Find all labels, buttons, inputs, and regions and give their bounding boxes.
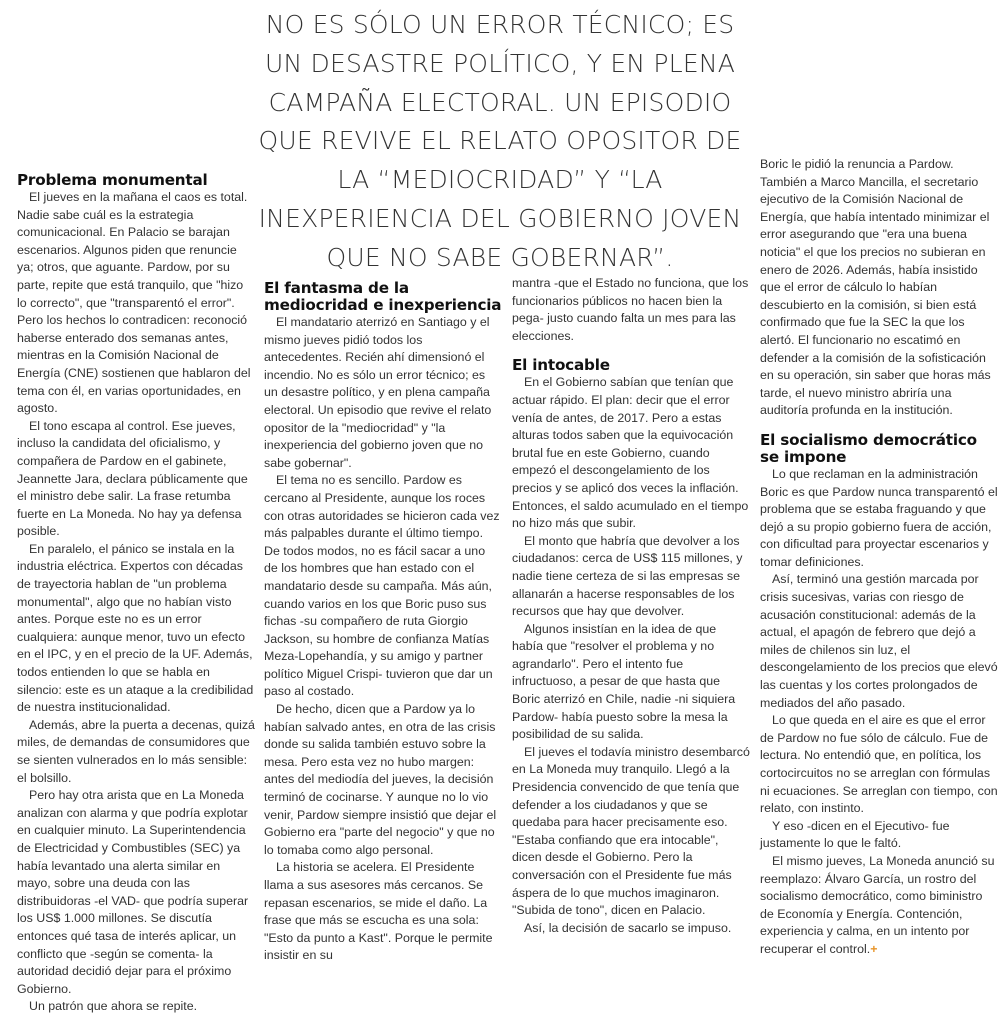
paragraph: El jueves el todavía ministro desembarcó en La Moneda muy tranquilo. Llegó a la Presidencia convencido de que tenía que defender a los ciudadanos y que se quedaba para hacer precisamente eso. "Estaba confiando que era intocable", dicen desde el Gobierno. Pero la conversación con el Presidente fue más áspera de lo que muchos imaginaron. "Subida de tono", dicen en Palacio. bbox=[512, 744, 750, 918]
paragraph-final bbox=[760, 853, 998, 959]
paragraph: Así, terminó una gestión marcada por crisis sucesivas, varias con riesgo de acusación constitucional: además de la actual, el apagón de febrero que dejó a miles de chilenos sin luz, el descongelamiento de los precios que elevó las cuentas y los cortes prolongados de mediados del año pasado. bbox=[760, 572, 998, 710]
paragraph: El tema no es sencillo. Pardow es cercano al Presidente, aunque los roces con otras autoridades se hicieron cada vez más palpables durante el último tiempo. De todos modos, no es fácil sacar a uno de los hombres que han estado con el mandatario desde su campaña. Más aún, cuando varios en los que Boric puso sus fichas -su compañero de ruta Giorgio Jackson, su hombre de confianza Matías Meza-Lopehandía, y su amigo y partner político Miguel Crispi- tuvieron que dar un paso al costado. bbox=[264, 473, 500, 699]
article-column-2 bbox=[264, 280, 502, 965]
paragraph: Así, la decisión de sacarlo se impuso. bbox=[524, 920, 732, 935]
paragraph: Además, abre la puerta a decenas, quizá miles, de demandas de consumidores que se sienten vulnerados en lo más sensible: el bolsillo. bbox=[17, 717, 255, 785]
section-heading-problema-monumental: Problema monumental bbox=[17, 171, 208, 189]
paragraph: El monto que habría que devolver a los ciudadanos: cerca de US$ 115 millones, y nadie tiene certeza de si las empresas se allanarán a hacerse responsables de los recursos que hay que devolver. bbox=[512, 533, 743, 619]
paragraph: Pero hay otra arista que en La Moneda analizan con alarma y que podría explotar en cualquier minuto. La Superintendencia de Electricidad y Combustibles (SEC) ya había levantado una alerta similar en mayo, sobre una deuda con las distribuidoras -el VAD- que podría superar los US$ 1.000 millones. Se discutía entonces qué tasa de interés aplicar, un conflicto que -según se comenta- la autoridad decidió dejar para el próximo Gobierno. bbox=[17, 788, 249, 996]
paragraph: De hecho, dicen que a Pardow ya lo habían salvado antes, en otra de las crisis donde su salida también estuvo sobre la mesa. Pero esta vez no hubo margen: antes del mediodía del jueves, la decisión terminó de cocinarse. Y aunque no lo vio venir, Pardow siempre insistió que dejar el Gobierno era "parte del negocio" y que no lo tomaba como algo personal. bbox=[264, 702, 497, 857]
section-heading-fantasma: El fantasma de la mediocridad e inexperiencia bbox=[264, 279, 502, 314]
paragraph: El mandatario aterrizó en Santiago y el mismo jueves pidió todos los antecedentes. Recién ahí dimensionó el incendio. No es sólo un error técnico; es un desastre político, y en plena campaña electoral. Un episodio que revive el relato opositor de la "mediocridad" y "la inexperiencia del gobierno joven que no sabe gobernar". bbox=[264, 315, 492, 470]
paragraph: Lo que queda en el aire es que el error de Pardow no fue sólo de cálculo. Fue de lectura. No entendió que, en política, los cortocircuitos no se arreglan con fórmulas ni ecuaciones. Se arreglan con tiempo, con relato, con instinto. bbox=[760, 713, 998, 816]
paragraph: En paralelo, el pánico se instala en la industria eléctrica. Expertos con décadas de trayectoria hablan de "un problema monumental", algo que no habían visto antes. Porque este no es un error cualquiera: aunque menor, tuvo un efecto en el IPC, y en el precio de la UF. Además, todos entienden lo que se habla en silencio: este es un ataque a la credibilidad de nuestra institucionalidad. bbox=[17, 541, 254, 715]
paragraph: En el Gobierno sabían que tenían que actuar rápido. El plan: decir que el error venía de antes, de 2017. Pero a estas alturas todos saben que la equivocación brutal fue en este Gobierno, cuando empezó el descongelamiento de los precios y se aplicó dos veces la inflación. Entonces, el saldo acumulado en el tiempo no hizo más que subir. bbox=[512, 375, 749, 531]
paragraph: La historia se acelera. El Presidente llama a sus asesores más cercanos. Se repasan escenarios, se mide el daño. La frase que más se escucha es una sola: "Esto da punto a Kast". Porque le permite insistir en su bbox=[264, 860, 493, 963]
article-column-4 bbox=[760, 156, 998, 959]
article-column-3 bbox=[512, 275, 750, 937]
paragraph: Lo que reclaman en la administración Boric es que Pardow nunca transparentó el problema que se estaba fraguando y que dejó a su propio gobierno fuera de acción, con dificultad para proyectar escenarios y tomar definiciones. bbox=[760, 466, 998, 569]
end-mark-plus-icon: + bbox=[870, 941, 878, 956]
section-heading-socialismo: El socialismo democrático se impone bbox=[760, 430, 977, 466]
paragraph: Y eso -dicen en el Ejecutivo- fue justamente lo que le faltó. bbox=[760, 818, 950, 851]
section-heading-intocable: El intocable bbox=[512, 356, 610, 375]
article-column-1 bbox=[17, 172, 255, 1016]
final-paragraph-text: El mismo jueves, La Moneda anunció su reemplazo: Álvaro García, un rostro del socialismo democrático, como biministro de Economía y Energía. Contención, experiencia y calma, en un intento por recuperar el control. bbox=[760, 853, 995, 956]
paragraph: El tono escapa al control. Ese jueves, incluso la candidata del oficialismo, y compañera de Pardow en el gabinete, Jeannette Jara, declara públicamente que el ministro debe salir. La frase retumba fuerte en La Moneda. No hay ya defensa posible. bbox=[17, 418, 248, 539]
pull-quote: NO ES SÓLO UN ERROR TÉCNICO; ES UN DESASTRE POLÍTICO, Y EN PLENA CAMPAÑA ELECTORAL. UN EPISODIO QUE REVIVE EL RELATO OPOSITOR DE LA “MEDIOCRIDAD” Y “LA INEXPERIENCIA DEL GOBIERNO JOVEN QUE NO SABE GOBERNAR”. bbox=[258, 10, 742, 272]
paragraph-continuation: mantra -que el Estado no funciona, que los funcionarios públicos no hacen bien la pega- justo cuando falta un mes para las elecciones. bbox=[512, 276, 749, 343]
paragraph: El jueves en la mañana el caos es total. Nadie sabe cuál es la estrategia comunicacional. En Palacio se barajan escenarios. Algunos piden que renuncie ya; otros, que aguante. Pardow, por su parte, repite que está tranquilo, que "hizo lo correcto", que "transparentó el error". Pero los hechos lo contradicen: reconoció haberse enterado dos semanas antes, mientras en la Comisión Nacional de Energía (CNE) sostienen que hablaron del tema con él, en varias oportunidades, en agosto. bbox=[17, 190, 251, 416]
paragraph-continuation: Boric le pidió la renuncia a Pardow. También a Marco Mancilla, el secretario ejecutivo de la Comisión Nacional de Energía, que había intentado minimizar el error asegurando que "era una buena noticia" el que los precios no subieran en enero de 2026. Además, había insistido que el error de cálculo lo habían descubierto en la comisión, si bien está confirmado que fue la SEC la que los alertó. El funcionario no escatimó en defender a la comisión de la sofisticación en su operación, sin saber que horas más tarde, el nuevo ministro abriría una auditoría profunda en la institución. bbox=[760, 157, 991, 418]
paragraph: Algunos insistían en la idea de que había que "resolver el problema y no agrandarlo". Pero el intento fue infructuoso, a pesar de que hasta que Boric aterrizó en Chile, nadie -ni siquiera Pardow- había puesto sobre la mesa la posibilidad de su salida. bbox=[512, 621, 736, 742]
paragraph: Un patrón que ahora se repite. bbox=[29, 999, 198, 1014]
